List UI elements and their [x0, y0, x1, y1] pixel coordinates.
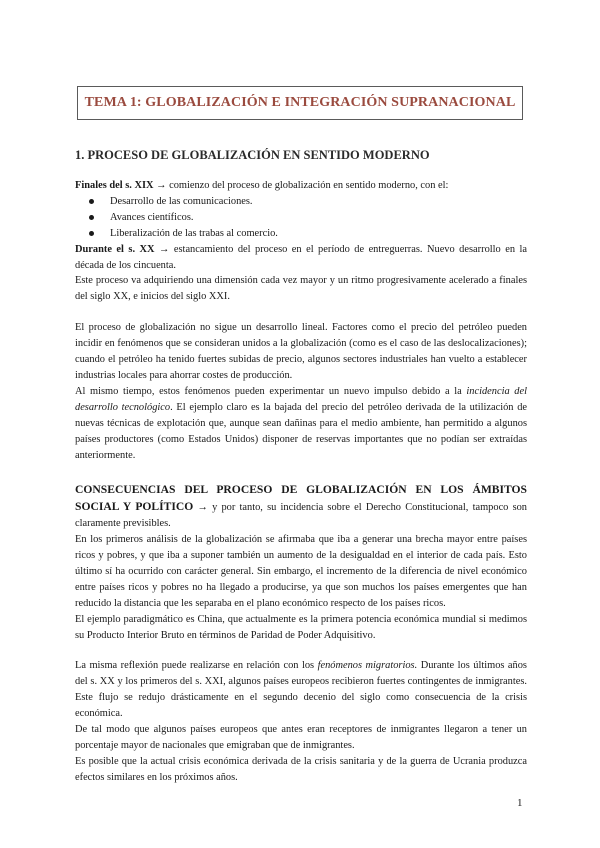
paragraph-text: . El ejemplo claro es la bajada del precio del petróleo derivada de la utilización de nuevas técnicas de explotación que, aunque sean dañinas para el medio ambiente, han permitido a algunos países productores (como Estados Unidos) disponer de reservas importantes que no podían ser extraídas anteriormente. [75, 401, 528, 461]
paragraph-migration [75, 658, 527, 722]
paragraph-inequality: En los primeros análisis de la globalización se afirmaba que iba a generar una brecha mayor entre países ricos y pobres, y que iba a suponer también un aumento de la desigualdad en el interior de cada país. Esto último sí ha ocurrido con carácter general. Sin embargo, el incremento de la diferencia de nivel económico entre países ricos y pobres no ha llegado a producirse, ya que son muchos los países emergentes que han reducido la distancia que les separaba en el plano económico respecto de los países ricos. [75, 534, 527, 609]
document-body [75, 178, 527, 786]
italic-term-technology: incidencia del desarrollo tecnológico [75, 385, 527, 413]
paragraph-nonlinear: El proceso de globalización no sigue un desarrollo lineal. Factores como el precio del petróleo pueden incidir en fenómenos que se consideran unidos a la globalización (como es el caso de las deslocalizaciones); cuando el petróleo ha tenido fuertes subidas de precio, algunos sectores industriales han vuelto a establecer industrias locales para ahorrar costes de producción. [75, 322, 527, 381]
paragraph-china: El ejemplo paradigmático es China, que actualmente es la primera potencia económica mundial si medimos su Producto Interior Bruto en términos de Paridad de Poder Adquisitivo. [75, 613, 527, 641]
paragraph-text: Al mismo tiempo, estos fenómenos pueden experimentar un nuevo impulso debido a la [75, 385, 467, 397]
list-item [75, 226, 527, 242]
bullet-icon [89, 199, 94, 204]
paragraph-text: → y por tanto, su incidencia sobre el Derecho Constitucional, tampoco son claramente previsibles. [75, 502, 528, 530]
bold-term-20th: Durante el s. XX [75, 243, 155, 255]
bullet-icon [89, 231, 94, 236]
paragraph-future-crisis: Es posible que la actual crisis económica derivada de la crisis sanitaria y de la guerra de Ucrania produzca efectos similares en los próximos años. [75, 755, 527, 783]
list-item-text: Liberalización de las trabas al comercio. [110, 227, 278, 239]
paragraph-consequences [75, 482, 527, 532]
spacer [75, 305, 527, 320]
section-heading: 1. PROCESO DE GLOBALIZACIÓN EN SENTIDO MODERNO [75, 148, 430, 162]
paragraph-technology [75, 384, 527, 464]
paragraph-20th-century [75, 242, 527, 274]
list-item [75, 194, 527, 210]
paragraph-text: → comienzo del proceso de globalización en sentido moderno, con el: [153, 180, 449, 191]
italic-term-migration: fenómenos migratorios. [317, 660, 418, 672]
bullet-icon [89, 215, 94, 220]
bullet-list [75, 194, 527, 242]
page-number: 1 [517, 797, 523, 809]
paragraph-text: → estancamiento del proceso en el período de entreguerras. Nuevo desarrollo en la década de los cincuenta. [75, 243, 527, 271]
list-item-text: Desarrollo de las comunicaciones. [110, 195, 253, 207]
subheading-consequences: CONSECUENCIAS DEL PROCESO DE GLOBALIZACIÓN EN LOS ÁMBITOS SOCIAL Y POLÍTICO [75, 483, 527, 514]
paragraph-acceleration: Este proceso va adquiriendo una dimensión cada vez mayor y un ritmo progresivamente acelerado a finales del siglo XX, e inicios del siglo XXI. [75, 275, 527, 303]
bold-term-late-19th: Finales del s. XIX [75, 180, 154, 191]
paragraph-late-19th-century [75, 178, 527, 194]
paragraph-emigration: De tal modo que algunos países europeos que antes eran receptores de inmigrantes llegaron a tener un porcentaje mayor de nacionales que emigraban que de inmigrantes. [75, 724, 527, 751]
list-item-text: Avances científicos. [110, 211, 194, 223]
paragraph-text: Durante los últimos años del s. XX y los primeros del s. XXI, algunos países europeos recibieron fuertes contingentes de inmigrantes. Este flujo se redujo drásticamente en el segundo decenio del siglo como consecuencia de la crisis económica. [75, 660, 527, 720]
list-item [75, 210, 527, 226]
title-box [77, 86, 523, 120]
document-title: TEMA 1: GLOBALIZACIÓN E INTEGRACIÓN SUPRANACIONAL [84, 95, 516, 110]
spacer [75, 463, 527, 482]
spacer [75, 643, 527, 658]
paragraph-text: La misma reflexión puede realizarse en relación con los [75, 660, 318, 672]
